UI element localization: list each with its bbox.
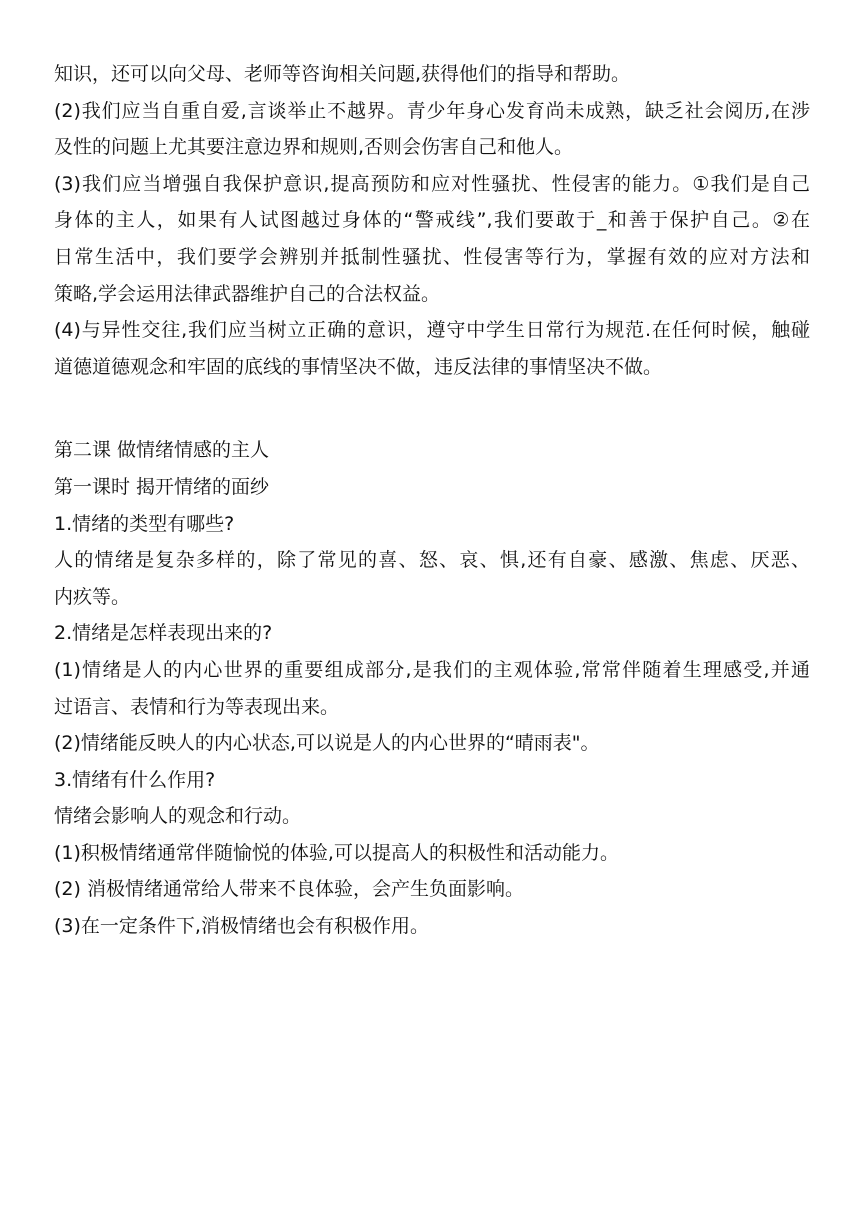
question-heading: 2.情绪是怎样表现出来的? <box>54 622 273 645</box>
text-line: (1)情绪是人的内心世界的重要组成部分,是我们的主观体验,常常伴随着生理感受,并通 <box>54 658 810 681</box>
text-line: 策略,学会运用法律武器维护自己的合法权益。 <box>54 282 441 305</box>
document-page <box>54 56 810 945</box>
section-emotions <box>54 432 810 944</box>
class-period-title: 第一课时 揭开情绪的面纱 <box>54 475 270 498</box>
text-line: 道德道德观念和牢固的底线的事情坚决不做，违反法律的事情坚决不做。 <box>54 355 663 378</box>
text-line: 及性的问题上尤其要注意边界和规则,否则会伤害自己和他人。 <box>54 136 574 159</box>
question-heading: 3.情绪有什么作用? <box>54 768 216 791</box>
text-line: 内疚等。 <box>54 585 131 608</box>
text-line: (3)我们应当增强自我保护意识,提高预防和应对性骚扰、性侵害的能力。①我们是自己 <box>54 172 810 195</box>
text-line: (1)积极情绪通常伴随愉悦的体验,可以提高人的积极性和活动能力。 <box>54 841 619 864</box>
text-line: (2) 消极情绪通常给人带来不良体验，会产生负面影响。 <box>54 878 524 901</box>
text-line: 日常生活中，我们要学会辨别并抵制性骚扰、性侵害等行为，掌握有效的应对方法和 <box>54 245 810 268</box>
text-line: 知识，还可以向父母、老师等咨询相关问题,获得他们的指导和帮助。 <box>54 63 631 85</box>
section-gap <box>54 385 810 432</box>
text-line: (3)在一定条件下,消极情绪也会有积极作用。 <box>54 915 429 938</box>
text-line: (4)与异性交往,我们应当树立正确的意识，遵守中学生日常行为规范.在任何时候，触碰 <box>54 319 810 342</box>
text-line: 情绪会影响人的观念和行动。 <box>54 805 302 828</box>
text-line: (2)我们应当自重自爱,言谈举止不越界。青少年身心发育尚未成熟，缺乏社会阅历,在涉 <box>54 99 810 122</box>
text-line: 人的情绪是复杂多样的，除了常见的喜、怒、哀、惧,还有自豪、感激、焦虑、厌恶、 <box>54 549 810 572</box>
question-heading: 1.情绪的类型有哪些? <box>54 512 235 535</box>
text-line: 身体的主人，如果有人试图越过身体的“警戒线”,我们要敢于_和善于保护自己。②在 <box>54 209 810 232</box>
text-line: (2)情绪能反映人的内心状态,可以说是人的内心世界的“晴雨表"。 <box>54 732 600 755</box>
text-line: 过语言、表情和行为等表现出来。 <box>54 695 340 718</box>
section-sexual-boundaries <box>54 56 810 385</box>
lesson-title: 第二课 做情绪情感的主人 <box>54 439 270 462</box>
